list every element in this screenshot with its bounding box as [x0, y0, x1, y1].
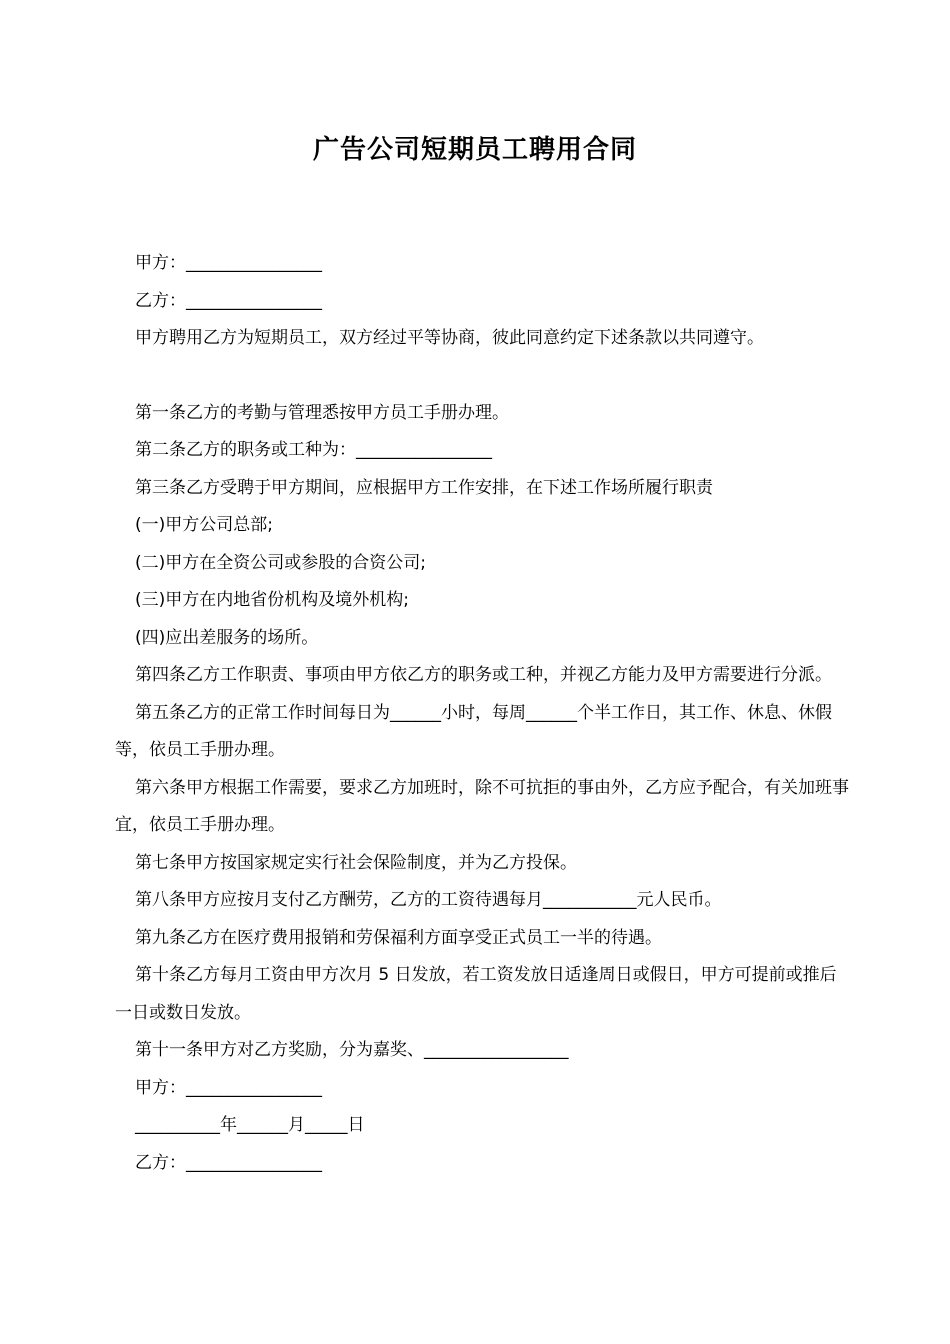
document-title: 广告公司短期员工聘用合同	[312, 135, 637, 165]
clause-2: 第二条乙方的职务或工种为：________________	[135, 440, 492, 460]
clause-11: 第十一条甲方对乙方奖励，分为嘉奖、_________________	[135, 1040, 569, 1060]
clause-5: 第五条乙方的正常工作时间每日为______小时，每周______个半工作日，其工作、休息、休假等，依员工手册办理。	[115, 702, 832, 760]
signature-party-b: 乙方：________________	[135, 1152, 322, 1173]
paragraph-gap	[115, 358, 850, 395]
clause-6: 第六条甲方根据工作需要，要求乙方加班时，除不可抗拒的事由外，乙方应予配合，有关加班事宜，依员工手册办理。	[115, 777, 849, 835]
clause-3-item-3: (三)甲方在内地省份机构及境外机构;	[135, 590, 409, 610]
clause-3-item-1: (一)甲方公司总部;	[135, 515, 273, 535]
clause-8: 第八条甲方应按月支付乙方酬劳，乙方的工资待遇每月___________元人民币。	[135, 890, 722, 910]
clause-10: 第十条乙方每月工资由甲方次月 5 日发放，若工资发放日适逢周日或假日，甲方可提前或推后一日或数日发放。	[115, 965, 837, 1023]
signature-party-a: 甲方：________________	[135, 1077, 322, 1098]
intro-paragraph: 甲方聘用乙方为短期员工，双方经过平等协商，彼此同意约定下述条款以共同遵守。	[135, 328, 764, 348]
party-a-line: 甲方：________________	[135, 253, 322, 273]
clause-3-item-4: (四)应出差服务的场所。	[135, 627, 319, 648]
party-b-line: 乙方：________________	[135, 290, 322, 311]
clause-3-item-2: (二)甲方在全资公司或参股的合资公司;	[135, 552, 426, 573]
contract-body	[115, 245, 850, 1182]
clause-4: 第四条乙方工作职责、事项由甲方依乙方的职务或工种，并视乙方能力及甲方需要进行分派。	[135, 665, 832, 685]
clause-1: 第一条乙方的考勤与管理悉按甲方员工手册办理。	[135, 402, 509, 423]
clause-9: 第九条乙方在医疗费用报销和劳保福利方面享受正式员工一半的待遇。	[135, 927, 662, 948]
clause-3: 第三条乙方受聘于甲方期间，应根据甲方工作安排，在下述工作场所履行职责	[135, 477, 713, 498]
clause-7: 第七条甲方按国家规定实行社会保险制度，并为乙方投保。	[135, 852, 577, 873]
signature-date: __________年______月_____日	[135, 1115, 365, 1135]
